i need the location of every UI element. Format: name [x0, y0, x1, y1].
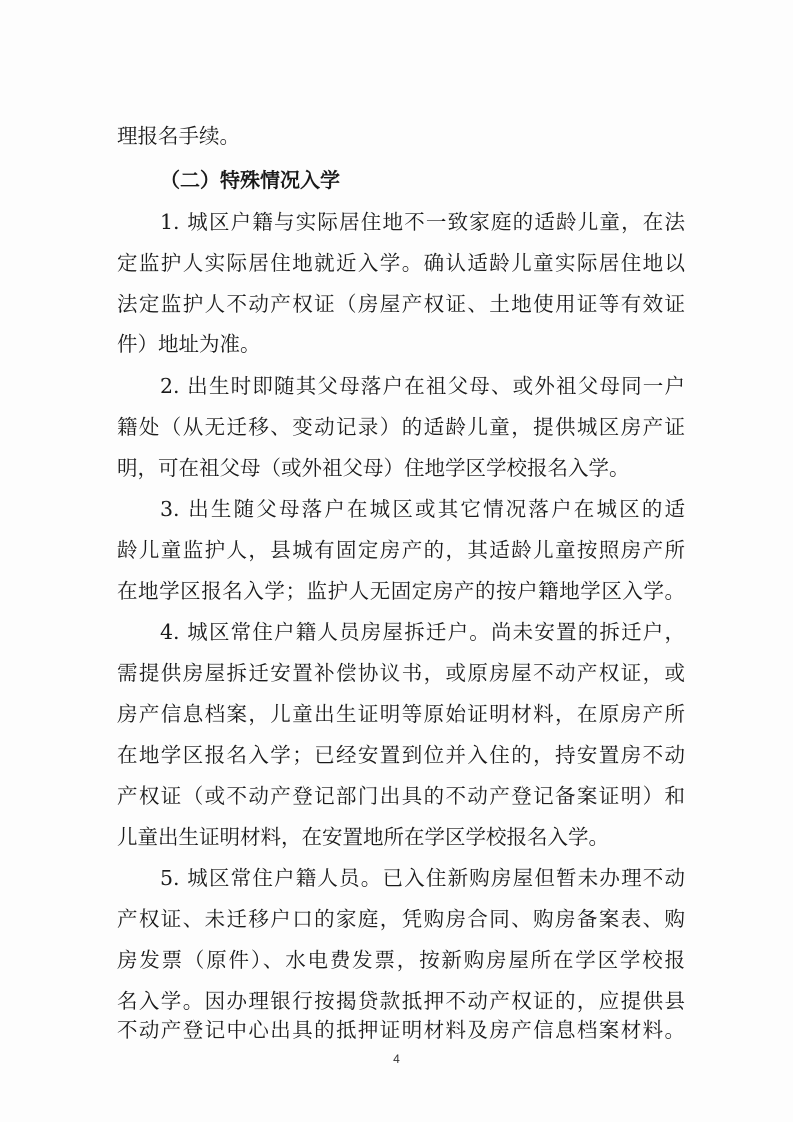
paragraph-5-line: 产权证、未迁移户口的家庭，凭购房合同、购房备案表、购	[117, 907, 685, 931]
paragraph-4-line: 在地学区报名入学；已经安置到位并入住的，持安置房不动	[117, 743, 685, 767]
paragraph-2-line: 籍处（从无迁移、变动记录）的适龄儿童，提供城区房产证	[117, 415, 685, 439]
paragraph-4-line: 儿童出生证明材料，在安置地所在学区学校报名入学。	[117, 825, 609, 849]
paragraph-5-line: 名入学。因办理银行按揭贷款抵押不动产权证的，应提供县	[117, 989, 685, 1013]
paragraph-5-line: 5. 城区常住户籍人员。已入住新购房屋但暂未办理不动	[160, 866, 685, 890]
paragraph-3-line: 3. 出生随父母落户在城区或其它情况落户在城区的适	[160, 497, 685, 521]
paragraph-2-line: 明，可在祖父母（或外祖父母）住地学区学校报名入学。	[117, 456, 630, 480]
paragraph-1-line: 法定监护人不动产权证（房屋产权证、土地使用证等有效证	[117, 292, 685, 316]
paragraph-3-line: 在地学区报名入学；监护人无固定房产的按户籍地学区入学。	[117, 579, 685, 603]
paragraph-4-line: 产权证（或不动产登记部门出具的不动产登记备案证明）和	[117, 784, 685, 808]
page-number: 4	[393, 1052, 400, 1066]
paragraph-5-line: 不动产登记中心出具的抵押证明材料及房产信息档案材料。	[117, 1018, 685, 1042]
paragraph-1-line: 件）地址为准。	[117, 332, 261, 356]
paragraph-4-line: 需提供房屋拆迁安置补偿协议书，或原房屋不动产权证，或	[117, 661, 685, 685]
paragraph-4-line: 房产信息档案，儿童出生证明等原始证明材料，在原房产所	[117, 702, 685, 726]
paragraph-1-line: 1. 城区户籍与实际居住地不一致家庭的适龄儿童，在法	[160, 210, 685, 234]
paragraph-4-line: 4. 城区常住户籍人员房屋拆迁户。尚未安置的拆迁户，	[160, 620, 685, 644]
text-line: 理报名手续。	[117, 124, 240, 148]
paragraph-3-line: 龄儿童监护人，县城有固定房产的，其适龄儿童按照房产所	[117, 538, 685, 562]
paragraph-2-line: 2. 出生时即随其父母落户在祖父母、或外祖父母同一户	[160, 374, 685, 398]
section-heading: （二）特殊情况入学	[160, 168, 340, 192]
paragraph-1-line: 定监护人实际居住地就近入学。确认适龄儿童实际居住地以	[117, 251, 685, 275]
paragraph-5-line: 房发票（原件）、水电费发票，按新购房屋所在学区学校报	[117, 948, 685, 972]
